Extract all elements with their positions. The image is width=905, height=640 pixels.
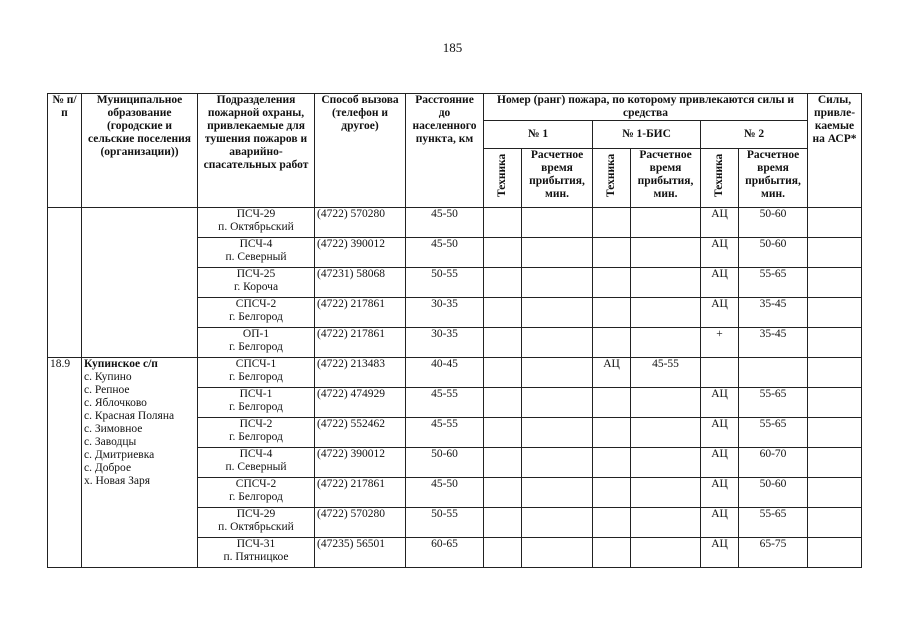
phone-cell: (4722) 570280 <box>315 208 406 238</box>
asr-cell <box>808 298 862 328</box>
phone-cell: (47235) 56501 <box>315 538 406 568</box>
unit-name: ПСЧ-29 <box>236 508 276 520</box>
unit-name: ПСЧ-25 <box>236 268 276 280</box>
header-fire-rank: Номер (ранг) пожара, по которому привлекаются силы и средства <box>484 94 808 121</box>
phone-cell: (4722) 552462 <box>315 418 406 448</box>
rank1-time-cell <box>522 388 593 418</box>
rank2-tech-cell: АЦ <box>701 508 739 538</box>
rank1bis-tech-cell <box>593 508 631 538</box>
rank2-time-cell: 55-65 <box>739 418 808 448</box>
rank1bis-tech-cell <box>593 238 631 268</box>
rank1-tech-cell <box>484 298 522 328</box>
unit-cell <box>198 238 315 268</box>
unit-location: г. Белгород <box>229 371 283 383</box>
distance-cell: 50-55 <box>406 508 484 538</box>
rank1bis-time-cell <box>631 448 701 478</box>
unit-name: ПСЧ-1 <box>239 388 273 400</box>
header-call-method: Способ вызова (телефон и другое) <box>315 94 406 208</box>
rank2-tech-cell <box>701 358 739 388</box>
distance-cell: 45-50 <box>406 478 484 508</box>
rank1-tech-cell <box>484 328 522 358</box>
asr-cell <box>808 358 862 388</box>
page-number: 185 <box>442 40 463 55</box>
header-arrival-2: Расчетное время прибытия, мин. <box>739 149 808 208</box>
phone-cell: (4722) 570280 <box>315 508 406 538</box>
rank1bis-tech-cell <box>593 298 631 328</box>
distance-cell: 45-55 <box>406 388 484 418</box>
rank1bis-tech-cell <box>593 538 631 568</box>
distance-cell: 45-50 <box>406 208 484 238</box>
unit-location: г. Короча <box>233 281 279 293</box>
asr-cell <box>808 418 862 448</box>
rank2-time-cell: 50-60 <box>739 478 808 508</box>
rank2-tech-cell: + <box>701 328 739 358</box>
num-cell: 18.9 <box>48 358 82 568</box>
asr-cell <box>808 328 862 358</box>
unit-location: г. Белгород <box>229 491 283 503</box>
unit-cell <box>198 478 315 508</box>
rank1bis-tech-cell <box>593 388 631 418</box>
rank2-tech-cell: АЦ <box>701 388 739 418</box>
rank1-tech-cell <box>484 478 522 508</box>
rank2-tech-cell: АЦ <box>701 298 739 328</box>
rank1bis-time-cell <box>631 538 701 568</box>
rank2-time-cell: 55-65 <box>739 508 808 538</box>
rank1-time-cell <box>522 298 593 328</box>
header-municipality: Муниципальное образование (городские и сельские поселения (организации)) <box>82 94 198 208</box>
unit-name: СПСЧ-2 <box>235 298 277 310</box>
header-asr: Силы, привле-каемые на АСР* <box>808 94 862 208</box>
unit-name: ПСЧ-31 <box>236 538 276 550</box>
rank2-time-cell: 35-45 <box>739 298 808 328</box>
unit-cell <box>198 358 315 388</box>
phone-cell: (4722) 390012 <box>315 448 406 478</box>
rank1bis-tech-cell: АЦ <box>593 358 631 388</box>
header-num: № п/п <box>48 94 82 208</box>
asr-cell <box>808 238 862 268</box>
rank1bis-time-cell <box>631 238 701 268</box>
rank2-time-cell <box>739 358 808 388</box>
unit-location: г. Белгород <box>229 311 283 323</box>
rank1bis-time-cell <box>631 478 701 508</box>
rank2-time-cell: 60-70 <box>739 448 808 478</box>
rank1-tech-cell <box>484 208 522 238</box>
unit-location: п. Октябрьский <box>218 221 294 233</box>
rank1bis-tech-cell <box>593 328 631 358</box>
rank1-time-cell <box>522 268 593 298</box>
unit-name: СПСЧ-2 <box>235 478 277 490</box>
unit-location: г. Белгород <box>229 401 283 413</box>
rank1bis-tech-cell <box>593 478 631 508</box>
rank2-tech-cell: АЦ <box>701 238 739 268</box>
num-cell <box>48 208 82 358</box>
phone-cell: (47231) 58068 <box>315 268 406 298</box>
municipality-cell <box>82 208 198 358</box>
phone-cell: (4722) 390012 <box>315 238 406 268</box>
unit-cell <box>198 208 315 238</box>
rank1-time-cell <box>522 238 593 268</box>
unit-cell <box>198 448 315 478</box>
rank1-time-cell <box>522 508 593 538</box>
municipality-cell <box>82 358 198 568</box>
header-distance: Расстояние до населенного пункта, км <box>406 94 484 208</box>
unit-location: п. Северный <box>225 251 287 263</box>
rank1bis-tech-cell <box>593 448 631 478</box>
rank2-time-cell: 50-60 <box>739 208 808 238</box>
unit-cell <box>198 388 315 418</box>
rank1-tech-cell <box>484 358 522 388</box>
rank2-time-cell: 55-65 <box>739 388 808 418</box>
phone-cell: (4722) 474929 <box>315 388 406 418</box>
unit-cell <box>198 418 315 448</box>
distance-cell: 30-35 <box>406 298 484 328</box>
asr-cell <box>808 538 862 568</box>
rank2-tech-cell: АЦ <box>701 268 739 298</box>
header-tech-2: Техника <box>713 153 725 197</box>
rank1bis-time-cell <box>631 418 701 448</box>
table-row <box>48 358 862 388</box>
distance-cell: 60-65 <box>406 538 484 568</box>
rank1-time-cell <box>522 538 593 568</box>
fire-forces-table <box>47 93 862 568</box>
phone-cell: (4722) 217861 <box>315 298 406 328</box>
distance-cell: 40-45 <box>406 358 484 388</box>
unit-location: г. Белгород <box>229 341 283 353</box>
rank2-tech-cell: АЦ <box>701 478 739 508</box>
asr-cell <box>808 388 862 418</box>
unit-name: ПСЧ-4 <box>239 448 273 460</box>
unit-location: п. Северный <box>225 461 287 473</box>
unit-location: п. Пятницкое <box>223 551 289 563</box>
header-rank-1bis: № 1-БИС <box>593 121 701 149</box>
unit-name: ПСЧ-29 <box>236 208 276 220</box>
unit-location: г. Белгород <box>229 431 283 443</box>
header-unit: Подразделения пожарной охраны, привлекаемые для тушения пожаров и аварийно-спасательных работ <box>198 94 315 208</box>
header-rank-2: № 2 <box>701 121 808 149</box>
unit-cell <box>198 328 315 358</box>
rank1-tech-cell <box>484 238 522 268</box>
header-tech-1bis: Техника <box>605 153 617 197</box>
distance-cell: 45-55 <box>406 418 484 448</box>
rank1bis-time-cell <box>631 508 701 538</box>
rank1-tech-cell <box>484 538 522 568</box>
phone-cell: (4722) 213483 <box>315 358 406 388</box>
header-arrival-1bis: Расчетное время прибытия, мин. <box>631 149 701 208</box>
table-row <box>48 208 862 238</box>
rank1-time-cell <box>522 448 593 478</box>
rank1bis-time-cell <box>631 208 701 238</box>
rank2-time-cell: 50-60 <box>739 238 808 268</box>
unit-cell <box>198 508 315 538</box>
asr-cell <box>808 508 862 538</box>
distance-cell: 30-35 <box>406 328 484 358</box>
rank1bis-tech-cell <box>593 418 631 448</box>
rank1bis-time-cell: 45-55 <box>631 358 701 388</box>
unit-name: СПСЧ-1 <box>235 358 277 370</box>
header-arrival-1: Расчетное время прибытия, мин. <box>522 149 593 208</box>
rank1-time-cell <box>522 478 593 508</box>
header-rank-1: № 1 <box>484 121 593 149</box>
rank1bis-time-cell <box>631 268 701 298</box>
rank1bis-time-cell <box>631 388 701 418</box>
rank1bis-tech-cell <box>593 208 631 238</box>
rank1-tech-cell <box>484 268 522 298</box>
rank1-time-cell <box>522 208 593 238</box>
asr-cell <box>808 448 862 478</box>
header-tech-1: Техника <box>496 153 508 197</box>
rank1-tech-cell <box>484 388 522 418</box>
rank1-tech-cell <box>484 508 522 538</box>
distance-cell: 50-60 <box>406 448 484 478</box>
municipality-name: Купинское с/п <box>84 358 158 370</box>
rank1bis-tech-cell <box>593 268 631 298</box>
unit-name: ПСЧ-4 <box>239 238 273 250</box>
phone-cell: (4722) 217861 <box>315 328 406 358</box>
asr-cell <box>808 208 862 238</box>
unit-cell <box>198 538 315 568</box>
unit-cell <box>198 298 315 328</box>
rank2-tech-cell: АЦ <box>701 448 739 478</box>
unit-name: ОП-1 <box>242 328 270 340</box>
asr-cell <box>808 478 862 508</box>
rank2-time-cell: 35-45 <box>739 328 808 358</box>
rank1-tech-cell <box>484 448 522 478</box>
rank2-tech-cell: АЦ <box>701 538 739 568</box>
rank2-time-cell: 55-65 <box>739 268 808 298</box>
unit-location: п. Октябрьский <box>218 521 294 533</box>
distance-cell: 50-55 <box>406 268 484 298</box>
rank1-time-cell <box>522 418 593 448</box>
phone-cell: (4722) 217861 <box>315 478 406 508</box>
distance-cell: 45-50 <box>406 238 484 268</box>
settlements-list: с. Купино с. Репное с. Яблочково с. Красная Поляна с. Зимовное с. Заводцы с. Дмитриевка с. Доброе х. Новая Заря <box>84 371 175 487</box>
rank2-tech-cell: АЦ <box>701 208 739 238</box>
asr-cell <box>808 268 862 298</box>
rank2-time-cell: 65-75 <box>739 538 808 568</box>
rank2-tech-cell: АЦ <box>701 418 739 448</box>
unit-name: ПСЧ-2 <box>239 418 273 430</box>
rank1bis-time-cell <box>631 298 701 328</box>
rank1-time-cell <box>522 358 593 388</box>
rank1-tech-cell <box>484 418 522 448</box>
unit-cell <box>198 268 315 298</box>
rank1-time-cell <box>522 328 593 358</box>
rank1bis-time-cell <box>631 328 701 358</box>
